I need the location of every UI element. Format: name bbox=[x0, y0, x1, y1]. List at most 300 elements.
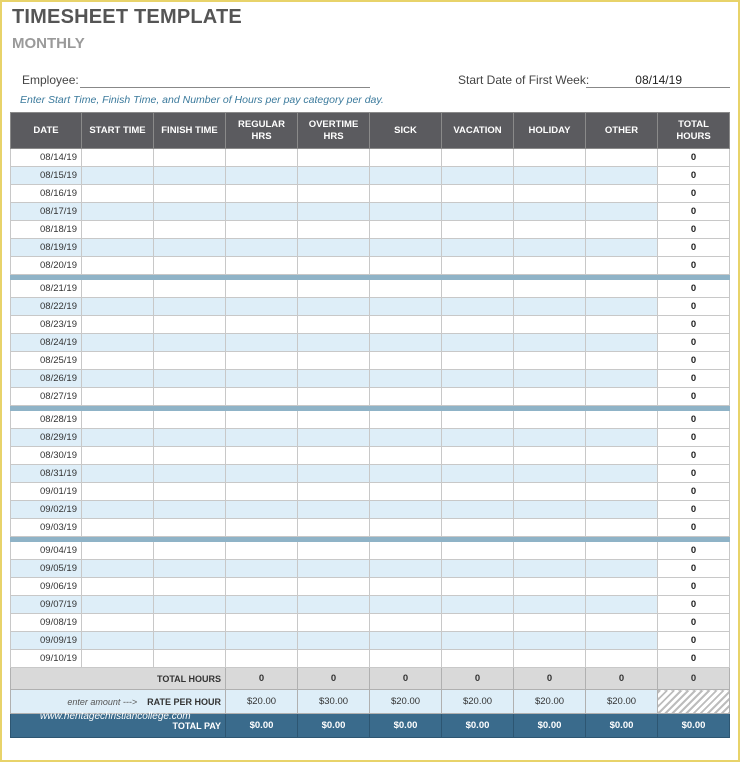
table-row bbox=[11, 632, 730, 650]
row-total-cell: 0 bbox=[658, 578, 730, 596]
entry-cell[interactable] bbox=[298, 185, 370, 203]
entry-cell[interactable] bbox=[154, 578, 226, 596]
entry-cell[interactable] bbox=[586, 632, 658, 650]
entry-cell[interactable] bbox=[82, 257, 154, 275]
entry-cell[interactable] bbox=[442, 614, 514, 632]
entry-cell[interactable] bbox=[298, 316, 370, 334]
entry-cell[interactable] bbox=[586, 650, 658, 668]
entry-cell[interactable] bbox=[586, 203, 658, 221]
table-row bbox=[11, 334, 730, 352]
entry-cell[interactable] bbox=[154, 388, 226, 406]
entry-cell[interactable] bbox=[82, 370, 154, 388]
entry-cell[interactable] bbox=[154, 298, 226, 316]
entry-cell[interactable] bbox=[514, 447, 586, 465]
entry-cell[interactable] bbox=[226, 298, 298, 316]
entry-cell[interactable] bbox=[586, 370, 658, 388]
entry-cell[interactable] bbox=[442, 257, 514, 275]
entry-cell[interactable] bbox=[370, 614, 442, 632]
rate-input[interactable]: $20.00 bbox=[586, 690, 658, 714]
entry-cell[interactable] bbox=[514, 221, 586, 239]
entry-cell[interactable] bbox=[298, 298, 370, 316]
entry-cell[interactable] bbox=[442, 519, 514, 537]
entry-cell[interactable] bbox=[514, 465, 586, 483]
entry-cell[interactable] bbox=[82, 483, 154, 501]
entry-cell[interactable] bbox=[586, 578, 658, 596]
entry-cell[interactable] bbox=[226, 370, 298, 388]
entry-cell[interactable] bbox=[82, 149, 154, 167]
column-header: SICK bbox=[370, 113, 442, 149]
table-row bbox=[11, 501, 730, 519]
entry-cell[interactable] bbox=[82, 298, 154, 316]
table-row bbox=[11, 167, 730, 185]
entry-cell[interactable] bbox=[298, 280, 370, 298]
table-summary bbox=[11, 668, 730, 738]
entry-cell[interactable] bbox=[370, 596, 442, 614]
row-total-cell: 0 bbox=[658, 221, 730, 239]
row-total-cell: 0 bbox=[658, 298, 730, 316]
entry-cell[interactable] bbox=[226, 578, 298, 596]
entry-cell[interactable] bbox=[298, 596, 370, 614]
entry-cell[interactable] bbox=[586, 280, 658, 298]
entry-cell[interactable] bbox=[370, 429, 442, 447]
entry-cell[interactable] bbox=[154, 429, 226, 447]
entry-cell[interactable] bbox=[586, 388, 658, 406]
entry-cell[interactable] bbox=[442, 334, 514, 352]
entry-cell[interactable] bbox=[442, 388, 514, 406]
entry-cell[interactable] bbox=[370, 316, 442, 334]
entry-cell[interactable] bbox=[226, 167, 298, 185]
entry-cell[interactable] bbox=[298, 203, 370, 221]
entry-cell[interactable] bbox=[298, 465, 370, 483]
entry-cell[interactable] bbox=[226, 483, 298, 501]
entry-cell[interactable] bbox=[370, 203, 442, 221]
entry-cell[interactable] bbox=[82, 185, 154, 203]
entry-cell[interactable] bbox=[226, 388, 298, 406]
instructions-text: Enter Start Time, Finish Time, and Number of Hours per pay category per day. bbox=[20, 94, 384, 106]
entry-cell[interactable] bbox=[298, 483, 370, 501]
entry-cell[interactable] bbox=[298, 388, 370, 406]
entry-cell[interactable] bbox=[442, 352, 514, 370]
entry-cell[interactable] bbox=[586, 596, 658, 614]
total-pay-cell: $0.00 bbox=[370, 714, 442, 738]
entry-cell[interactable] bbox=[154, 370, 226, 388]
entry-cell[interactable] bbox=[82, 501, 154, 519]
rate-input[interactable]: $20.00 bbox=[514, 690, 586, 714]
entry-cell[interactable] bbox=[154, 221, 226, 239]
entry-cell[interactable] bbox=[82, 614, 154, 632]
entry-cell[interactable] bbox=[442, 632, 514, 650]
entry-cell[interactable] bbox=[586, 185, 658, 203]
rate-input[interactable]: $20.00 bbox=[226, 690, 298, 714]
entry-cell[interactable] bbox=[442, 447, 514, 465]
watermark: www.heritagechristiancollege.com bbox=[40, 711, 191, 722]
entry-cell[interactable] bbox=[586, 221, 658, 239]
entry-cell[interactable] bbox=[226, 221, 298, 239]
entry-cell[interactable] bbox=[514, 614, 586, 632]
entry-cell[interactable] bbox=[442, 560, 514, 578]
date-cell: 09/08/19 bbox=[11, 614, 82, 632]
table-body bbox=[11, 149, 730, 668]
date-cell: 08/23/19 bbox=[11, 316, 82, 334]
entry-cell[interactable] bbox=[298, 560, 370, 578]
table-row bbox=[11, 388, 730, 406]
rate-label-cell bbox=[11, 690, 226, 714]
entry-cell[interactable] bbox=[442, 411, 514, 429]
entry-cell[interactable] bbox=[154, 203, 226, 221]
entry-cell[interactable] bbox=[298, 239, 370, 257]
entry-cell[interactable] bbox=[82, 447, 154, 465]
entry-cell[interactable] bbox=[514, 370, 586, 388]
entry-cell[interactable] bbox=[226, 203, 298, 221]
entry-cell[interactable] bbox=[226, 239, 298, 257]
entry-cell[interactable] bbox=[154, 316, 226, 334]
page-subtitle: MONTHLY bbox=[12, 35, 85, 52]
start-date-value[interactable]: 08/14/19 bbox=[635, 73, 682, 87]
entry-cell[interactable] bbox=[586, 316, 658, 334]
entry-cell[interactable] bbox=[82, 560, 154, 578]
entry-cell[interactable] bbox=[370, 280, 442, 298]
entry-cell[interactable] bbox=[514, 316, 586, 334]
row-total-cell: 0 bbox=[658, 167, 730, 185]
entry-cell[interactable] bbox=[586, 411, 658, 429]
entry-cell[interactable] bbox=[226, 447, 298, 465]
entry-cell[interactable] bbox=[298, 334, 370, 352]
date-cell: 08/15/19 bbox=[11, 167, 82, 185]
entry-cell[interactable] bbox=[298, 447, 370, 465]
entry-cell[interactable] bbox=[442, 239, 514, 257]
entry-cell[interactable] bbox=[514, 239, 586, 257]
rate-input[interactable]: $20.00 bbox=[442, 690, 514, 714]
entry-cell[interactable] bbox=[82, 280, 154, 298]
column-header: OVERTIME HRS bbox=[298, 113, 370, 149]
entry-cell[interactable] bbox=[586, 542, 658, 560]
entry-cell[interactable] bbox=[514, 352, 586, 370]
column-header: HOLIDAY bbox=[514, 113, 586, 149]
start-date-label: Start Date of First Week: bbox=[458, 73, 590, 87]
entry-cell[interactable] bbox=[154, 650, 226, 668]
date-cell: 08/28/19 bbox=[11, 411, 82, 429]
total-hours-cell: 0 bbox=[370, 668, 442, 690]
entry-cell[interactable] bbox=[226, 429, 298, 447]
entry-cell[interactable] bbox=[442, 596, 514, 614]
entry-cell[interactable] bbox=[514, 388, 586, 406]
entry-cell[interactable] bbox=[442, 542, 514, 560]
entry-cell[interactable] bbox=[298, 578, 370, 596]
entry-cell[interactable] bbox=[586, 465, 658, 483]
entry-cell[interactable] bbox=[514, 519, 586, 537]
entry-cell[interactable] bbox=[82, 316, 154, 334]
entry-cell[interactable] bbox=[514, 542, 586, 560]
row-total-cell: 0 bbox=[658, 203, 730, 221]
entry-cell[interactable] bbox=[82, 411, 154, 429]
table-row bbox=[11, 298, 730, 316]
entry-cell[interactable] bbox=[514, 411, 586, 429]
entry-cell[interactable] bbox=[226, 596, 298, 614]
entry-cell[interactable] bbox=[370, 388, 442, 406]
entry-cell[interactable] bbox=[586, 352, 658, 370]
entry-cell[interactable] bbox=[442, 185, 514, 203]
entry-cell[interactable] bbox=[370, 185, 442, 203]
entry-cell[interactable] bbox=[298, 352, 370, 370]
entry-cell[interactable] bbox=[82, 334, 154, 352]
entry-cell[interactable] bbox=[514, 501, 586, 519]
entry-cell[interactable] bbox=[370, 352, 442, 370]
date-cell: 08/16/19 bbox=[11, 185, 82, 203]
entry-cell[interactable] bbox=[442, 221, 514, 239]
entry-cell[interactable] bbox=[154, 465, 226, 483]
entry-cell[interactable] bbox=[514, 560, 586, 578]
entry-cell[interactable] bbox=[514, 185, 586, 203]
entry-cell[interactable] bbox=[226, 519, 298, 537]
date-cell: 08/18/19 bbox=[11, 221, 82, 239]
entry-cell[interactable] bbox=[370, 632, 442, 650]
entry-cell[interactable] bbox=[226, 280, 298, 298]
entry-cell[interactable] bbox=[514, 203, 586, 221]
entry-cell[interactable] bbox=[370, 501, 442, 519]
entry-cell[interactable] bbox=[154, 185, 226, 203]
entry-cell[interactable] bbox=[370, 239, 442, 257]
entry-cell[interactable] bbox=[154, 542, 226, 560]
entry-cell[interactable] bbox=[442, 203, 514, 221]
entry-cell[interactable] bbox=[226, 650, 298, 668]
rate-input[interactable]: $20.00 bbox=[370, 690, 442, 714]
entry-cell[interactable] bbox=[82, 465, 154, 483]
entry-cell[interactable] bbox=[586, 239, 658, 257]
row-total-cell: 0 bbox=[658, 280, 730, 298]
row-total-cell: 0 bbox=[658, 239, 730, 257]
table-row bbox=[11, 185, 730, 203]
date-cell: 08/24/19 bbox=[11, 334, 82, 352]
table-row bbox=[11, 221, 730, 239]
entry-cell[interactable] bbox=[514, 650, 586, 668]
entry-cell[interactable] bbox=[82, 167, 154, 185]
date-cell: 08/17/19 bbox=[11, 203, 82, 221]
table-row bbox=[11, 578, 730, 596]
entry-cell[interactable] bbox=[514, 334, 586, 352]
entry-cell[interactable] bbox=[298, 370, 370, 388]
entry-cell[interactable] bbox=[154, 632, 226, 650]
entry-cell[interactable] bbox=[442, 465, 514, 483]
date-cell: 08/26/19 bbox=[11, 370, 82, 388]
entry-cell[interactable] bbox=[514, 149, 586, 167]
entry-cell[interactable] bbox=[370, 650, 442, 668]
entry-cell[interactable] bbox=[226, 316, 298, 334]
entry-cell[interactable] bbox=[442, 167, 514, 185]
entry-cell[interactable] bbox=[82, 578, 154, 596]
entry-cell[interactable] bbox=[298, 429, 370, 447]
entry-cell[interactable] bbox=[298, 632, 370, 650]
start-date-underline bbox=[586, 87, 730, 88]
table-row bbox=[11, 596, 730, 614]
entry-cell[interactable] bbox=[370, 167, 442, 185]
entry-cell[interactable] bbox=[586, 447, 658, 465]
rate-per-hour-label: RATE PER HOUR bbox=[147, 696, 221, 707]
entry-cell[interactable] bbox=[154, 596, 226, 614]
rate-input[interactable]: $30.00 bbox=[298, 690, 370, 714]
entry-cell[interactable] bbox=[514, 257, 586, 275]
entry-cell[interactable] bbox=[586, 614, 658, 632]
total-hours-cell: 0 bbox=[442, 668, 514, 690]
entry-cell[interactable] bbox=[154, 519, 226, 537]
entry-cell[interactable] bbox=[154, 614, 226, 632]
entry-cell[interactable] bbox=[226, 560, 298, 578]
entry-cell[interactable] bbox=[154, 352, 226, 370]
table-row bbox=[11, 149, 730, 167]
column-header: OTHER bbox=[586, 113, 658, 149]
row-total-cell: 0 bbox=[658, 519, 730, 537]
entry-cell[interactable] bbox=[442, 501, 514, 519]
entry-cell[interactable] bbox=[298, 411, 370, 429]
entry-cell[interactable] bbox=[514, 578, 586, 596]
column-header: TOTAL HOURS bbox=[658, 113, 730, 149]
entry-cell[interactable] bbox=[154, 167, 226, 185]
entry-cell[interactable] bbox=[154, 560, 226, 578]
entry-cell[interactable] bbox=[82, 519, 154, 537]
entry-cell[interactable] bbox=[154, 483, 226, 501]
entry-cell[interactable] bbox=[154, 149, 226, 167]
table-row bbox=[11, 203, 730, 221]
entry-cell[interactable] bbox=[586, 334, 658, 352]
entry-cell[interactable] bbox=[298, 614, 370, 632]
row-total-cell: 0 bbox=[658, 257, 730, 275]
total-hours-cell: 0 bbox=[298, 668, 370, 690]
entry-cell[interactable] bbox=[370, 483, 442, 501]
row-total-cell: 0 bbox=[658, 388, 730, 406]
entry-cell[interactable] bbox=[442, 149, 514, 167]
entry-cell[interactable] bbox=[442, 650, 514, 668]
entry-cell[interactable] bbox=[226, 411, 298, 429]
entry-cell[interactable] bbox=[154, 334, 226, 352]
entry-cell[interactable] bbox=[298, 542, 370, 560]
row-total-cell: 0 bbox=[658, 465, 730, 483]
entry-cell[interactable] bbox=[226, 632, 298, 650]
row-total-cell: 0 bbox=[658, 560, 730, 578]
entry-cell[interactable] bbox=[154, 280, 226, 298]
entry-cell[interactable] bbox=[226, 501, 298, 519]
entry-cell[interactable] bbox=[298, 519, 370, 537]
entry-cell[interactable] bbox=[586, 560, 658, 578]
entry-cell[interactable] bbox=[82, 596, 154, 614]
column-header: VACATION bbox=[442, 113, 514, 149]
date-cell: 09/09/19 bbox=[11, 632, 82, 650]
date-cell: 08/27/19 bbox=[11, 388, 82, 406]
entry-cell[interactable] bbox=[370, 334, 442, 352]
entry-cell[interactable] bbox=[442, 370, 514, 388]
row-total-cell: 0 bbox=[658, 447, 730, 465]
entry-cell[interactable] bbox=[82, 203, 154, 221]
entry-cell[interactable] bbox=[514, 429, 586, 447]
date-cell: 09/05/19 bbox=[11, 560, 82, 578]
date-cell: 09/03/19 bbox=[11, 519, 82, 537]
entry-cell[interactable] bbox=[370, 370, 442, 388]
date-cell: 08/30/19 bbox=[11, 447, 82, 465]
entry-cell[interactable] bbox=[298, 167, 370, 185]
entry-cell[interactable] bbox=[82, 239, 154, 257]
entry-cell[interactable] bbox=[586, 167, 658, 185]
rate-hatched-cell bbox=[658, 690, 730, 714]
entry-cell[interactable] bbox=[370, 221, 442, 239]
entry-cell[interactable] bbox=[442, 483, 514, 501]
entry-cell[interactable] bbox=[82, 650, 154, 668]
entry-cell[interactable] bbox=[586, 483, 658, 501]
entry-cell[interactable] bbox=[154, 447, 226, 465]
row-total-cell: 0 bbox=[658, 352, 730, 370]
date-cell: 09/01/19 bbox=[11, 483, 82, 501]
entry-cell[interactable] bbox=[226, 465, 298, 483]
total-pay-cell: $0.00 bbox=[298, 714, 370, 738]
entry-cell[interactable] bbox=[226, 257, 298, 275]
entry-cell[interactable] bbox=[226, 542, 298, 560]
entry-cell[interactable] bbox=[226, 334, 298, 352]
entry-cell[interactable] bbox=[514, 280, 586, 298]
row-total-cell: 0 bbox=[658, 501, 730, 519]
entry-cell[interactable] bbox=[442, 429, 514, 447]
entry-cell[interactable] bbox=[514, 596, 586, 614]
entry-cell[interactable] bbox=[298, 149, 370, 167]
entry-cell[interactable] bbox=[370, 542, 442, 560]
entry-cell[interactable] bbox=[226, 185, 298, 203]
entry-cell[interactable] bbox=[154, 411, 226, 429]
entry-cell[interactable] bbox=[370, 298, 442, 316]
total-pay-label: TOTAL PAY bbox=[11, 714, 226, 738]
entry-cell[interactable] bbox=[370, 447, 442, 465]
entry-cell[interactable] bbox=[298, 257, 370, 275]
entry-cell[interactable] bbox=[586, 257, 658, 275]
entry-cell[interactable] bbox=[82, 352, 154, 370]
entry-cell[interactable] bbox=[82, 429, 154, 447]
entry-cell[interactable] bbox=[370, 560, 442, 578]
entry-cell[interactable] bbox=[154, 257, 226, 275]
entry-cell[interactable] bbox=[370, 411, 442, 429]
entry-cell[interactable] bbox=[226, 352, 298, 370]
total-hours-cell: 0 bbox=[226, 668, 298, 690]
entry-cell[interactable] bbox=[370, 149, 442, 167]
column-header: START TIME bbox=[82, 113, 154, 149]
entry-cell[interactable] bbox=[370, 578, 442, 596]
entry-cell[interactable] bbox=[514, 632, 586, 650]
entry-cell[interactable] bbox=[370, 257, 442, 275]
entry-cell[interactable] bbox=[370, 465, 442, 483]
entry-cell[interactable] bbox=[298, 650, 370, 668]
entry-cell[interactable] bbox=[298, 221, 370, 239]
date-cell: 08/25/19 bbox=[11, 352, 82, 370]
entry-cell[interactable] bbox=[154, 501, 226, 519]
entry-cell[interactable] bbox=[154, 239, 226, 257]
entry-cell[interactable] bbox=[586, 149, 658, 167]
entry-cell[interactable] bbox=[586, 501, 658, 519]
entry-cell[interactable] bbox=[298, 501, 370, 519]
entry-cell[interactable] bbox=[442, 316, 514, 334]
entry-cell[interactable] bbox=[442, 298, 514, 316]
entry-cell[interactable] bbox=[82, 542, 154, 560]
entry-cell[interactable] bbox=[82, 221, 154, 239]
entry-cell[interactable] bbox=[586, 429, 658, 447]
entry-cell[interactable] bbox=[514, 298, 586, 316]
entry-cell[interactable] bbox=[442, 280, 514, 298]
entry-cell[interactable] bbox=[370, 519, 442, 537]
entry-cell[interactable] bbox=[82, 632, 154, 650]
entry-cell[interactable] bbox=[442, 578, 514, 596]
row-total-cell: 0 bbox=[658, 483, 730, 501]
employee-field[interactable] bbox=[80, 87, 370, 88]
entry-cell[interactable] bbox=[226, 614, 298, 632]
entry-cell[interactable] bbox=[586, 298, 658, 316]
entry-cell[interactable] bbox=[514, 483, 586, 501]
entry-cell[interactable] bbox=[226, 149, 298, 167]
entry-cell[interactable] bbox=[586, 519, 658, 537]
entry-cell[interactable] bbox=[82, 388, 154, 406]
entry-cell[interactable] bbox=[514, 167, 586, 185]
